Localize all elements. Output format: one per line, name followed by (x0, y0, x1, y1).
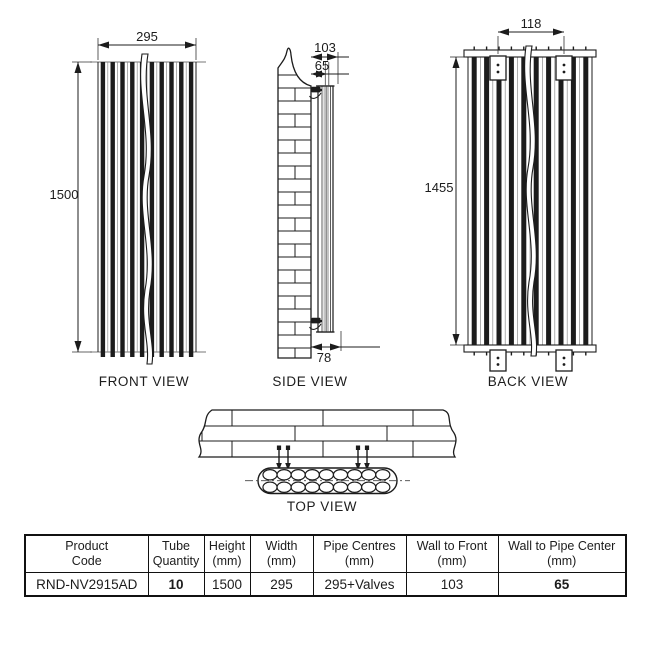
front-height-dimension (50, 62, 92, 352)
cell-height: 1500 (204, 573, 250, 597)
header-pipe-centres: Pipe Centres (mm) (313, 535, 406, 573)
tube-section-oval (376, 482, 390, 492)
cell-pipe-centres: 295+Valves (313, 573, 406, 597)
front-view (50, 29, 206, 389)
cell-wall-to-front: 103 (406, 573, 498, 597)
tube (472, 57, 477, 345)
tube (534, 57, 539, 345)
tube (179, 62, 183, 357)
header-wall-to-pipe-center: Wall to Pipe Center (mm) (498, 535, 626, 573)
tube-section-oval (362, 482, 376, 492)
spec-table-header-row (25, 535, 626, 573)
tube (120, 62, 124, 357)
tube-section-oval (277, 482, 291, 492)
cell-wall-to-pipe-center: 65 (498, 573, 626, 597)
tube-section-oval (319, 470, 333, 480)
tube-section-oval (305, 482, 319, 492)
front-view-label: FRONT VIEW (98, 374, 190, 389)
cell-width: 295 (250, 573, 313, 597)
tube (571, 57, 576, 345)
tube-section-oval (362, 470, 376, 480)
side-wall-to-front-label: 103 (314, 40, 336, 55)
side-view-label: SIDE VIEW (272, 374, 348, 389)
tube (559, 57, 564, 345)
back-bottom-rail (464, 345, 596, 352)
tube-section-oval (376, 470, 390, 480)
header-product-code: Product Code (25, 535, 148, 573)
side-wall-to-pipe-label: 65 (314, 58, 330, 73)
tube-section-oval (348, 470, 362, 480)
top-wall (199, 410, 456, 457)
back-view (425, 16, 596, 389)
tube-section-oval (319, 482, 333, 492)
tube (169, 62, 173, 357)
tube-section-oval (333, 470, 347, 480)
header-width: Width (mm) (250, 535, 313, 573)
tube (583, 57, 588, 345)
spec-table-data-row (25, 573, 626, 597)
front-height-label: 1500 (49, 187, 79, 202)
tube-section-oval (277, 470, 291, 480)
tube (546, 57, 551, 345)
cell-product-code: RND-NV2915AD (25, 573, 148, 597)
tube (509, 57, 514, 345)
tube (160, 62, 164, 357)
side-radiator (316, 62, 335, 332)
top-view (192, 410, 462, 514)
tube-section-oval (333, 482, 347, 492)
tube (484, 57, 489, 345)
back-bracket-centres-label: 118 (520, 16, 542, 31)
tube (150, 62, 154, 357)
front-width-label: 295 (136, 29, 158, 44)
tube-section-oval (291, 482, 305, 492)
tube (130, 62, 134, 357)
header-tube-quantity: Tube Quantity (148, 535, 204, 573)
tube (101, 62, 105, 357)
header-height: Height (mm) (204, 535, 250, 573)
back-height-label: 1455 (424, 180, 454, 195)
tube (497, 57, 502, 345)
side-wall-to-pipe-dimension (311, 58, 349, 74)
side-bottom-pipe-dimension (311, 331, 380, 365)
tube (189, 62, 193, 357)
tube-section-oval (305, 470, 319, 480)
top-view-label: TOP VIEW (286, 499, 358, 514)
cell-tube-quantity: 10 (148, 573, 204, 597)
side-view (272, 40, 380, 389)
side-bottom-pipe-label: 78 (316, 350, 332, 365)
header-wall-to-front: Wall to Front (mm) (406, 535, 498, 573)
tube (111, 62, 115, 357)
tube-section-oval (348, 482, 362, 492)
spec-table (24, 534, 627, 597)
tube (521, 57, 526, 345)
back-height-dimension (425, 57, 466, 345)
back-view-label: BACK VIEW (487, 374, 569, 389)
tube-section-oval (291, 470, 305, 480)
tube-section-oval (263, 470, 277, 480)
tube-section-oval (263, 482, 277, 492)
